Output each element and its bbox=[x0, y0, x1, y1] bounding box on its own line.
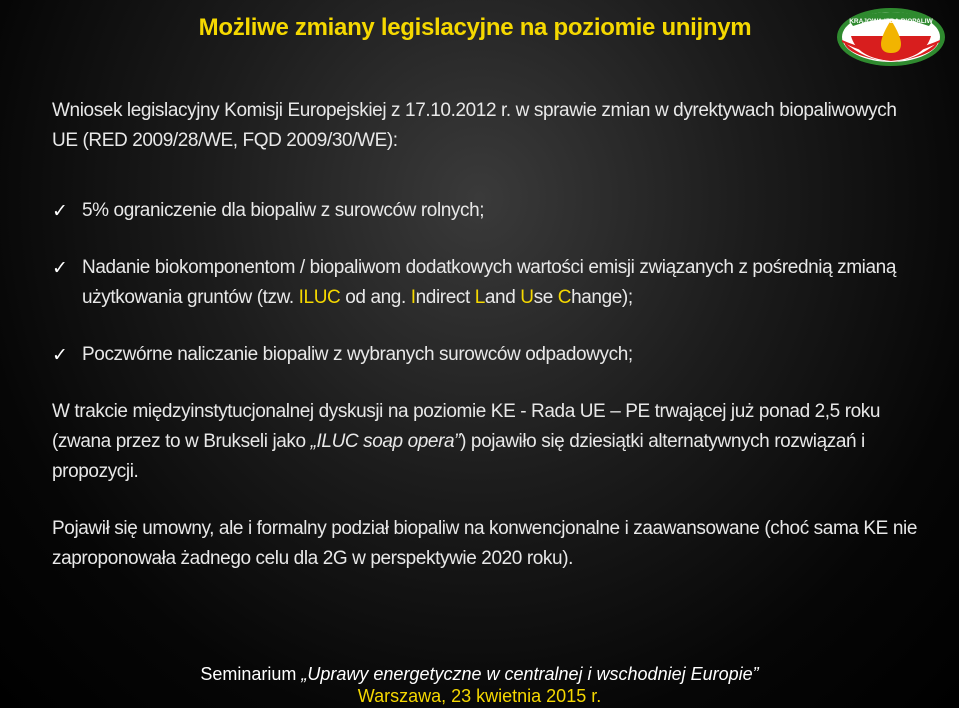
checkmark-icon: ✓ bbox=[52, 257, 68, 279]
krajowa-izba-biopaliw-logo bbox=[835, 6, 947, 68]
footer-date: Warszawa, 23 kwietnia 2015 r. bbox=[357, 686, 602, 706]
discussion-paragraph: W trakcie międzyinstytucjonalnej dyskusji na poziomie KE - Rada UE – PE trwającej już ponad 2,5 roku (zwana przez to w Brukseli jako „ILUC soap opera”) pojawiło się dziesiątki alternatywnych rozwiązań i propozycji. bbox=[52, 401, 881, 482]
iluc-soap-opera-italic: „ILUC soap opera” bbox=[310, 431, 461, 452]
checkmark-icon: ✓ bbox=[52, 200, 68, 222]
checkmark-icon: ✓ bbox=[52, 344, 68, 366]
slide-title: Możliwe zmiany legislacyjne na poziomie unijnym bbox=[198, 14, 752, 41]
footer-seminar: Seminarium „Uprawy energetyczne w centralnej i wschodniej Europie” bbox=[200, 664, 759, 684]
division-paragraph: Pojawił się umowny, ale i formalny podział biopaliw na konwencjonalne i zaawansowane (choć sama KE nie zaproponowała żadnego celu dla 2G w perspektywie 2020 roku). bbox=[52, 518, 917, 569]
slide-content bbox=[52, 96, 922, 574]
bullet-item-3: ✓ Poczwórne naliczanie biopaliw z wybranych surowców odpadowych; bbox=[52, 340, 922, 370]
intro-paragraph: Wniosek legislacyjny Komisji Europejskiej z 17.10.2012 r. w sprawie zmian w dyrektywach biopaliwowych UE (RED 2009/28/WE, FQD 2009/30/WE): bbox=[52, 100, 897, 151]
bullet-item-2: ✓ Nadanie biokomponentom / biopaliwom dodatkowych wartości emisji związanych z pośrednią zmianą użytkowania gruntów (tzw. ILUC od ang. Indirect Land Use Change); bbox=[52, 253, 922, 313]
iluc-highlight: ILUC bbox=[298, 287, 341, 308]
bullet-item-1: ✓ 5% ograniczenie dla biopaliw z surowców rolnych; bbox=[52, 196, 922, 226]
svg-text:KRAJOWA IZBA BIOPALIW: KRAJOWA IZBA BIOPALIW bbox=[849, 18, 933, 25]
